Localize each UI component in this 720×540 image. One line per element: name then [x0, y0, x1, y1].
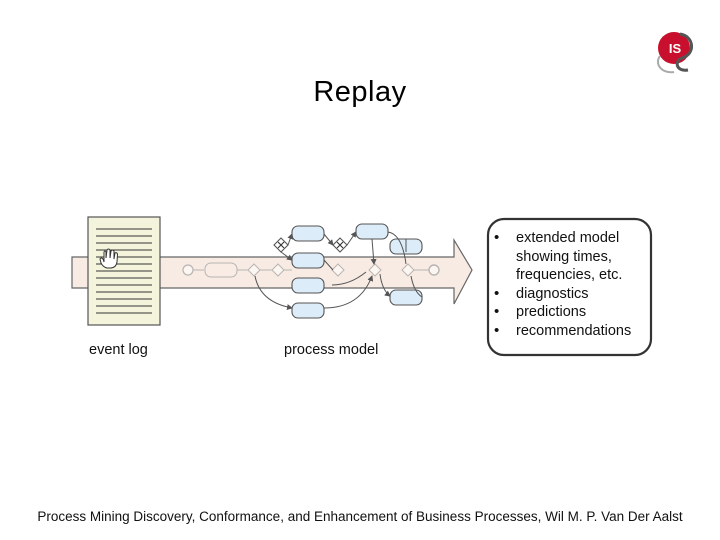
results-list	[493, 229, 631, 340]
task-box	[356, 224, 388, 239]
event-log-document	[88, 217, 160, 325]
task-box	[292, 226, 324, 241]
event-log-label: event log	[89, 342, 148, 358]
gateway-join-top	[333, 238, 347, 252]
result-item-recommendations: • recommendations	[493, 322, 631, 341]
result-item-extended-model: • extended model	[493, 229, 631, 248]
logo-icon	[650, 28, 700, 76]
task-box	[292, 303, 324, 318]
result-item-line: frequencies, etc.	[516, 267, 623, 283]
citation-footer: Process Mining Discovery, Conformance, and Enhancement of Business Processes, Wil M. P. Van Der Aalst	[37, 509, 683, 524]
result-item-predictions: • predictions	[493, 303, 631, 322]
result-item-line: showing times,	[516, 248, 612, 265]
process-model-label: process model	[284, 342, 379, 358]
task-box	[292, 278, 324, 293]
slide-title: Replay	[313, 76, 407, 108]
gateway-split-top	[274, 238, 288, 252]
logo-text: IS	[668, 41, 682, 56]
task-box	[292, 253, 324, 268]
result-item-diagnostics: • diagnostics	[493, 285, 631, 304]
